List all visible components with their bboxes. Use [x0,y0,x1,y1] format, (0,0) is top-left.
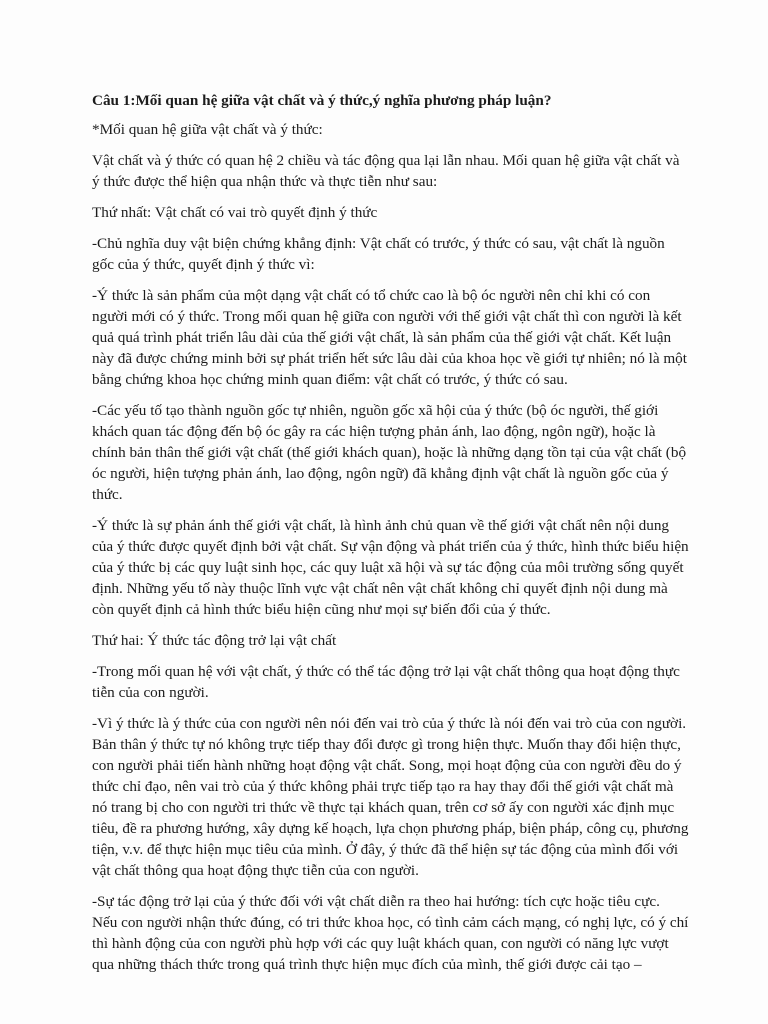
section-heading: Thứ hai: Ý thức tác động trở lại vật chất [92,632,337,649]
paragraph: -Trong mối quan hệ với vật chất, ý thức có thể tác động trở lại vật chất thông qua hoạt động thực tiễn của con người. [92,663,680,701]
paragraph: *Mối quan hệ giữa vật chất và ý thức: [92,121,323,138]
paragraph: -Vì ý thức là ý thức của con người nên nói đến vai trò của ý thức là nói đến vai trò của con người. Bản thân ý thức tự nó không trực tiếp thay đổi được gì trong hiện thực. Muốn thay đổi hiện thực, con người phải tiến hành những hoạt động vật chất. Song, mọi hoạt động của con người đều do ý thức chỉ đạo, nên vai trò của ý thức không phải trực tiếp tạo ra hay thay đổi thế giới vật chất mà nó trang bị cho con người tri thức về thực tại khách quan, trên cơ sở ấy con người xác định mục tiêu, đề ra phương hướng, xây dựng kế hoạch, lựa chọn phương pháp, biện pháp, công cụ, phương tiện, v.v. để thực hiện mục tiêu của mình. Ở đây, ý thức đã thể hiện sự tác động của mình đối với vật chất thông qua hoạt động thực tiễn của con người. [92,715,689,879]
section-heading: Thứ nhất: Vật chất có vai trò quyết định ý thức [92,204,378,221]
paragraph: -Ý thức là sự phản ánh thế giới vật chất, là hình ảnh chủ quan về thế giới vật chất nên nội dung của ý thức được quyết định bởi vật chất. Sự vận động và phát triển của ý thức, hình thức biểu hiện của ý thức bị các quy luật sinh học, các quy luật xã hội và sự tác động của môi trường sống quyết định. Những yếu tố này thuộc lĩnh vực vật chất nên vật chất không chỉ quyết định nội dung mà còn quyết định cả hình thức biểu hiện cũng như mọi sự biến đổi của ý thức. [92,517,689,618]
document-title: Câu 1:Mối quan hệ giữa vật chất và ý thức,ý nghĩa phương pháp luận? [92,92,552,109]
paragraph: -Sự tác động trở lại của ý thức đối với vật chất diễn ra theo hai hướng: tích cực hoặc tiêu cực. Nếu con người nhận thức đúng, có tri thức khoa học, có tình cảm cách mạng, có nghị lực, có ý chí thì hành động của con người phù hợp với các quy luật khách quan, con người có năng lực vượt qua những thách thức trong quá trình thực hiện mục đích của mình, thế giới được cải tạo – [92,893,689,973]
paragraph: -Chủ nghĩa duy vật biện chứng khẳng định: Vật chất có trước, ý thức có sau, vật chất là nguồn gốc của ý thức, quyết định ý thức vì: [92,235,665,273]
paragraph: -Ý thức là sản phẩm của một dạng vật chất có tổ chức cao là bộ óc người nên chỉ khi có con người mới có ý thức. Trong mối quan hệ giữa con người với thế giới vật chất thì con người là kết quả quá trình phát triển lâu dài của thế giới vật chất, là sản phẩm của thế giới vật chất. Kết luận này đã được chứng minh bởi sự phát triển hết sức lâu dài của khoa học về giới tự nhiên; nó là một bằng chứng khoa học chứng minh quan điểm: vật chất có trước, ý thức có sau. [92,287,687,388]
paragraph: -Các yếu tố tạo thành nguồn gốc tự nhiên, nguồn gốc xã hội của ý thức (bộ óc người, thế giới khách quan tác động đến bộ óc gây ra các hiện tượng phản ánh, lao động, ngôn ngữ), hoặc là chính bản thân thế giới vật chất (thế giới khách quan), hoặc là những dạng tồn tại của vật chất (bộ óc người, hiện tượng phản ánh, lao động, ngôn ngữ) đã khẳng định vật chất là nguồn gốc của ý thức. [92,402,687,503]
paragraph: Vật chất và ý thức có quan hệ 2 chiều và tác động qua lại lẫn nhau. Mối quan hệ giữa vật chất và ý thức được thể hiện qua nhận thức và thực tiễn như sau: [92,152,680,190]
